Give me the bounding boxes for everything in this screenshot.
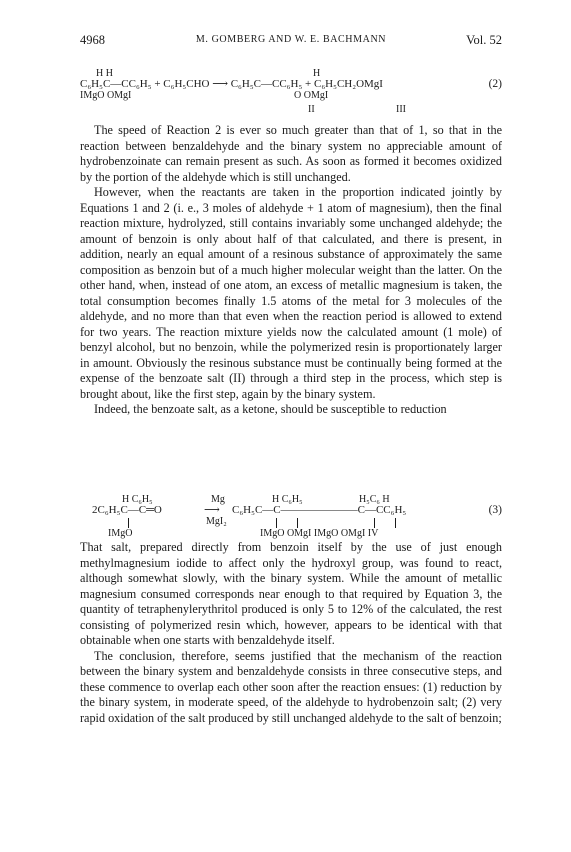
eq2-number: (2) bbox=[488, 78, 502, 90]
eq3-sub-left: IMgO bbox=[108, 528, 133, 539]
eq3-arrow: ⟶ bbox=[204, 504, 220, 516]
bond-line bbox=[297, 518, 298, 528]
volume-label: Vol. 52 bbox=[466, 33, 502, 47]
body-block-b bbox=[80, 540, 502, 726]
eq3-sub-right: IMgO OMgI IMgO OMgI IV bbox=[260, 528, 379, 539]
paragraph: The speed of Reaction 2 is ever so much greater than that of 1, so that in the reaction between benzaldehyde and the binary system no appreciable amount of hydrobenzoinate can remain present as such. As soon as formed it becomes oxidized by the portion of the aldehyde which is still unchanged. bbox=[80, 123, 502, 184]
eq3-top-mg: Mg bbox=[211, 494, 225, 505]
bond-line bbox=[276, 518, 277, 528]
paragraph: Indeed, the benzoate salt, as a ketone, should be susceptible to reduction bbox=[94, 402, 447, 416]
bond-line bbox=[128, 518, 129, 528]
eq3-below-arrow: MgI₂ bbox=[206, 516, 227, 527]
eq2-sub-right: O OMgI bbox=[294, 90, 329, 101]
eq2-top-left: H H bbox=[96, 68, 113, 79]
paragraph: The conclusion, therefore, seems justified that the mechanism of the reaction between the binary system and benzaldehyde consists in three consecutive steps, and these commence to overlap each other soon after the reaction ensues: (1) reduction by the binary system, in moderate speed, of the aldehyde to hydrobenzoin salt; (2) very rapid oxidation of the salt produced by still unchanged aldehyde to the salt of benzoin; bbox=[80, 648, 502, 725]
running-head: M. GOMBERG AND W. E. BACHMANN bbox=[195, 34, 387, 45]
eq3-main-right: C₆H₅C—C———————C—CC₆H₅ bbox=[232, 504, 407, 516]
eq2-main: C₆H₅C—CC₆H₅ + C₆H₅CHO ⟶ C₆H₅C—CC₆H₅ + C₆H₅CH₂OMgI bbox=[80, 78, 383, 90]
eq2-top-right: H bbox=[313, 68, 321, 79]
eq3-top-b: H C₆H₅ bbox=[272, 494, 303, 505]
bond-line bbox=[374, 518, 375, 528]
eq2-sub-left: IMgO OMgI bbox=[80, 90, 132, 101]
body-block-a bbox=[80, 123, 502, 418]
eq3-top-a: H C₆H₅ bbox=[122, 494, 153, 505]
page-number: 4968 bbox=[80, 33, 105, 47]
equation-2 bbox=[80, 68, 502, 128]
eq3-number: (3) bbox=[488, 504, 502, 516]
equation-3 bbox=[80, 494, 502, 544]
eq3-main-left: 2C₆H₅C—C═O bbox=[92, 504, 162, 516]
eq2-label-iii: III bbox=[396, 104, 406, 115]
paragraph: However, when the reactants are taken in the proportion indicated jointly by Equations 1 and 2 (i. e., 3 moles of aldehyde + 1 atom of magnesium), then the final reaction mixture, hydrolyzed, still contains invariably some unchanged aldehyde; the amount of benzoin is only about half of that calculated, and there is present, in addition, nearly an equal amount of a resinous substance of approximately the same composition as benzoin but of a much higher molecular weight than the latter. On the other hand, when, instead of one atom, an excess of metallic magnesium is taken, the total consumption becomes finally 1.5 atoms of the metal for 3 molecules of the aldehyde, and no more than that even when the reaction period is allowed to extend for two years. The reaction mixture yields now the calculated amount (1 mole) of benzyl alcohol, but no benzoin, while the polymerized resin is proportionately larger in amount. Obviously the resinous substance must be continually being formed at the expense of the benzoate salt (II) through a third step in the process, which step is brought about, like the first step, again by the binary system. bbox=[80, 185, 502, 401]
bond-line bbox=[395, 518, 396, 528]
eq3-top-c: H₅C₆ H bbox=[359, 494, 390, 505]
paragraph: That salt, prepared directly from benzoin itself by the use of just enough methylmagnesium iodide to affect only the hydroxyl group, was found to react, although somewhat slowly, with the binary system. While the amount of metallic magnesium consumed corresponds near enough to that required by Equation 3, the quantity of tetraphenylerythritol produced is only 5 to 12% of the calculated, the rest consisting of polymerized resin which, however, appears to be identical with that obtainable when one starts with benzaldehyde itself. bbox=[80, 540, 502, 647]
eq2-label-ii: II bbox=[308, 104, 315, 115]
page-header bbox=[80, 33, 502, 49]
